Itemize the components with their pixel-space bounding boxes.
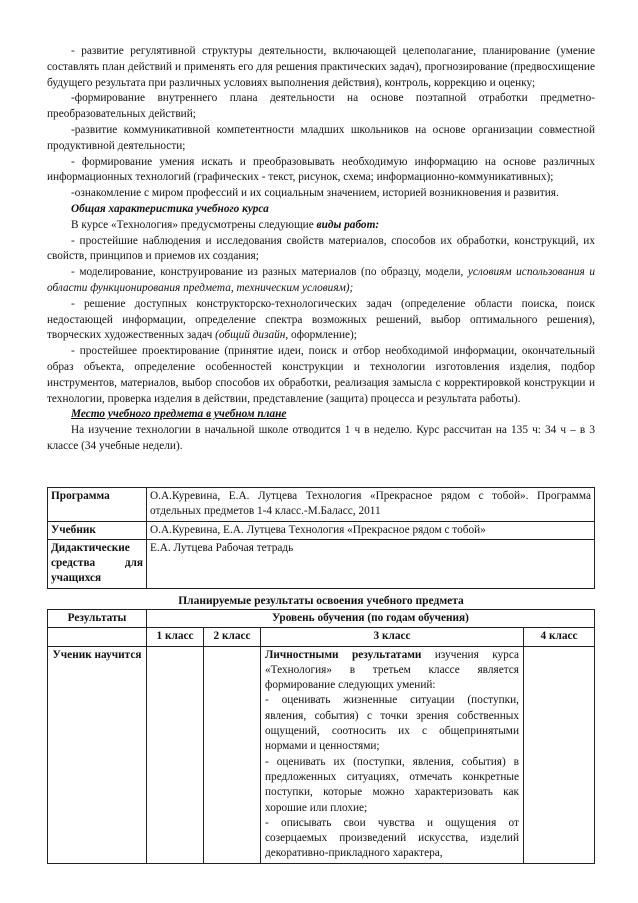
table-row bbox=[48, 646, 595, 863]
paragraph: -ознакомление с миром профессий и их социальным значением, историей возникновения и развития. bbox=[71, 187, 559, 200]
paragraph: - формирование умения искать и преобразовывать необходимую информацию на основе различных информационных технологий (графических - текст, рисунок, схема; информационно-коммуникативных); bbox=[47, 155, 595, 184]
grade-3-cell bbox=[261, 646, 524, 863]
table-label: Дидактические средства для учащихся bbox=[48, 539, 147, 588]
table-value: О.А.Куревина, Е.А. Лутцева Технология «Прекрасное рядом с тобой» bbox=[147, 521, 595, 539]
grade-1-cell bbox=[147, 646, 204, 863]
table-value: О.А.Куревина, Е.А. Лутцева Технология «Прекрасное рядом с тобой». Программа отдельных предметов 1-4 класс.-М.Баласс, 2011 bbox=[147, 488, 595, 522]
table-value: Е.А. Лутцева Рабочая тетрадь bbox=[147, 539, 595, 588]
table-header-row bbox=[48, 610, 595, 628]
lead-text: Личностными результатами изучения курса «Технология» в третьем классе является формирование следующих умений: bbox=[265, 648, 519, 692]
header-level: Уровень обучения (по годам обучения) bbox=[147, 610, 595, 628]
program-info-table bbox=[47, 487, 595, 589]
work-item: - моделирование, конструирование из разных материалов (по образцу, модели, условиям использования и области функционирования предмета, техническим условиям); bbox=[47, 266, 595, 294]
table-row bbox=[48, 488, 595, 522]
place-text: На изучение технологии в начальной школе отводится 1 ч в неделю. Курс рассчитан на 135 ч: 34 ч – в 3 классе (34 учебные недели). bbox=[47, 424, 595, 452]
row-label: Ученик научится bbox=[48, 646, 147, 863]
header-grade-4: 4 класс bbox=[524, 628, 595, 646]
header-grade-1: 1 класс bbox=[147, 628, 204, 646]
paragraph: -формирование внутреннего плана деятельности на основе поэтапной отработки предметно-преобразовательных действий; bbox=[47, 92, 595, 121]
table-label: Учебник bbox=[48, 521, 147, 539]
table-header-row bbox=[48, 628, 595, 646]
paragraph: -развитие коммуникативной компетентности младших школьников на основе организации совместной продуктивной деятельности; bbox=[47, 123, 595, 152]
planned-results-title: Планируемые результаты освоения учебного предмета bbox=[178, 595, 464, 607]
grade-4-cell bbox=[524, 646, 595, 863]
body-text bbox=[47, 44, 595, 455]
work-item: - решение доступных конструкторско-технологических задач (определение области поиска, поиск недостающей информации, определение спектра возможных решений, выбор оптимального решения), творческих художественных задач (общий дизайн, оформление); bbox=[47, 297, 595, 342]
grade-2-cell bbox=[204, 646, 261, 863]
planned-results-table bbox=[47, 609, 595, 864]
table-label: Программа bbox=[48, 488, 147, 522]
table-row bbox=[48, 539, 595, 588]
table-row bbox=[48, 521, 595, 539]
work-item: - простейшие наблюдения и исследования свойств материалов, способов их обработки, конструкций, их свойств, принципов и приемов их создания; bbox=[47, 234, 595, 263]
header-results: Результаты bbox=[48, 610, 147, 628]
section-heading-general: Общая характеристика учебного курса bbox=[71, 202, 269, 215]
header-grade-3: 3 класс bbox=[261, 628, 524, 646]
result-item: - оценивать жизненные ситуации (поступки, явления, события) с точки зрения собственных ощущений, соотносить их с общепринятыми нормами и ценностями; bbox=[265, 694, 519, 753]
work-item: - простейшее проектирование (принятие идеи, поиск и отбор необходимой информации, окончательный образ объекта, определение особенностей конструкции и технологии изготовления изделия, подбор инструментов, материалов, выбор способов их обработки, реализация замысла с корректировкой конструкции и технологии, проверка изделия в действии, представление (защита) процесса и результата работы). bbox=[47, 345, 595, 405]
paragraph: - развитие регулятивной структуры деятельности, включающей целеполагание, планирование (умение составлять план действий и применять его для решения практических задач), прогнозирование (предвосхищение будущего результата при различных условиях выполнения действия), контроль, коррекцию и оценку; bbox=[47, 45, 595, 89]
work-types-label: виды работ: bbox=[316, 218, 380, 231]
result-item: - описывать свои чувства и ощущения от созерцаемых произведений искусства, изделий декоративно-прикладного характера, bbox=[265, 816, 519, 860]
header-empty bbox=[48, 628, 147, 646]
work-types-intro: В курсе «Технология» предусмотрены следующие виды работ: bbox=[71, 218, 380, 231]
section-heading-place: Место учебного предмета в учебном плане bbox=[71, 408, 287, 421]
result-item: - оценивать их (поступки, явления, события) в предложенных ситуациях, отмечать конкретные поступки, которые можно характеризовать как хорошие или плохие; bbox=[265, 755, 519, 814]
header-grade-2: 2 класс bbox=[204, 628, 261, 646]
